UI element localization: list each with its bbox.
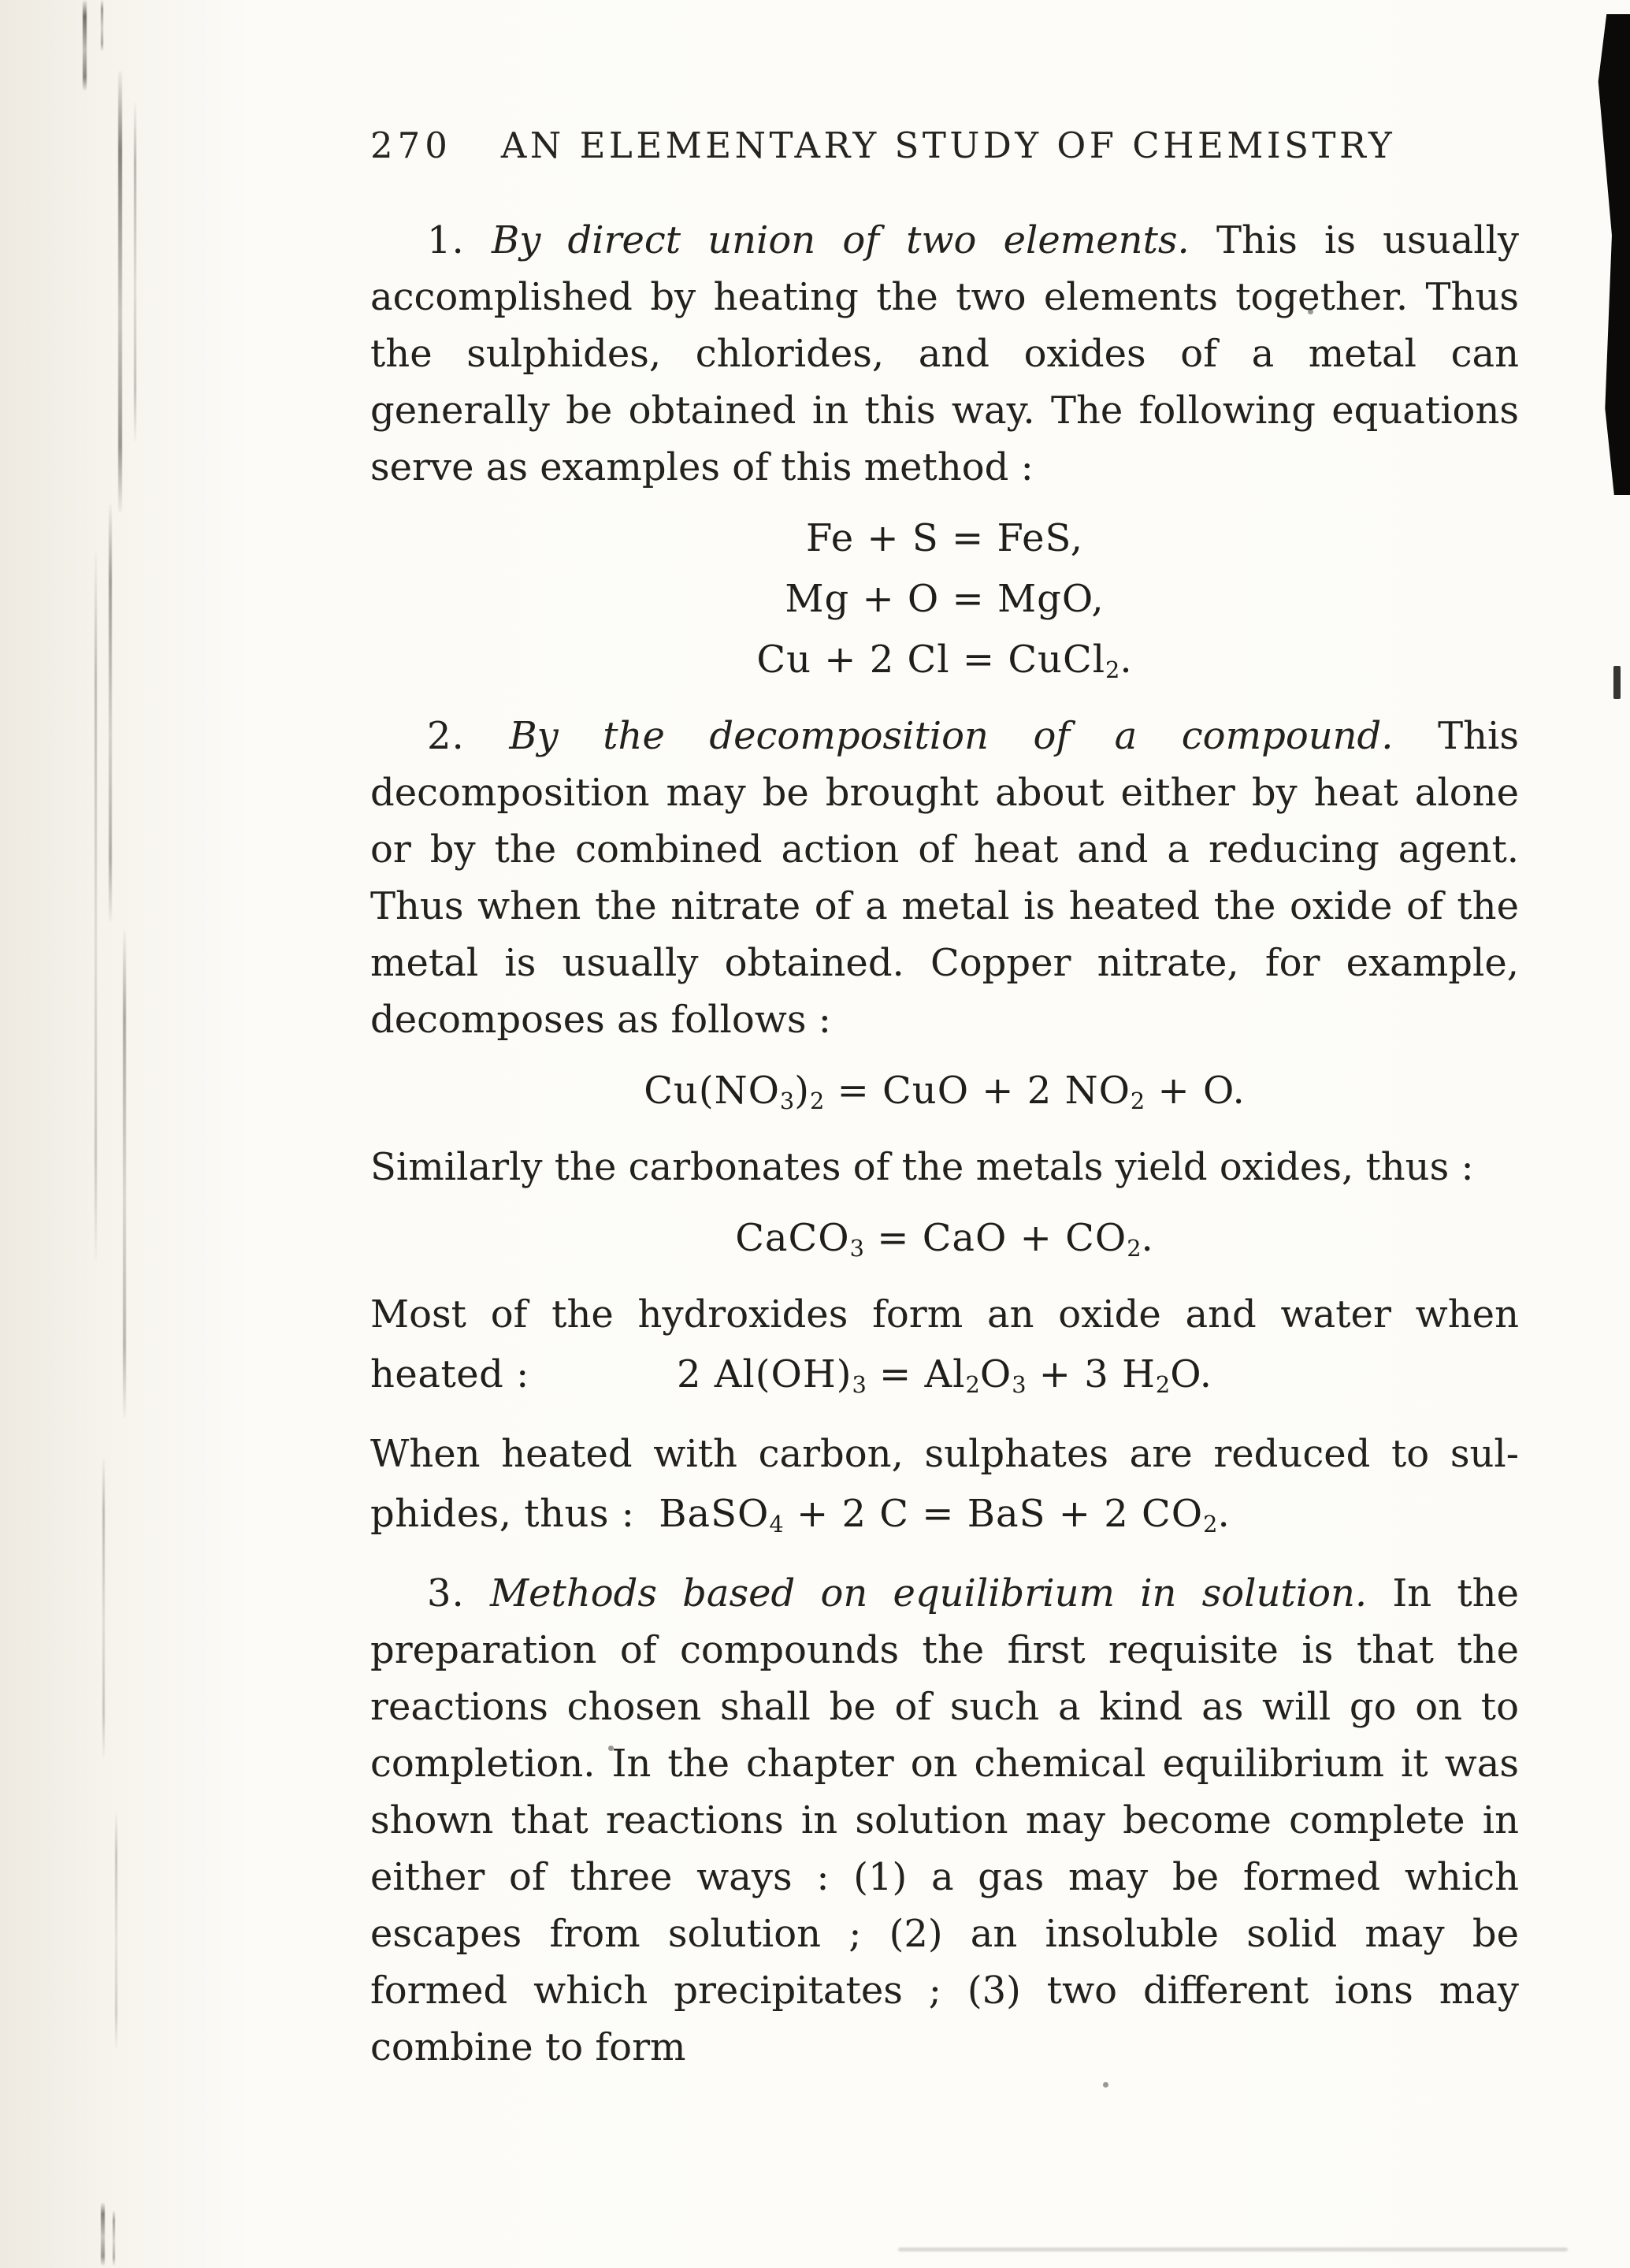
equation-copper-nitrate: $Cu(NO_3)_2$ = CuO + 2 $NO_2 + O$. <box>644 1069 1246 1114</box>
equation-group-1 <box>370 508 1519 690</box>
equation-baso4: BaSO$_4$ + 2 C = BaS + 2 $CO_2$. <box>659 1492 1231 1537</box>
paragraph-carbonates: Similarly the carbonates of the metals yield oxides, thus : <box>370 1145 1474 1189</box>
equation-fes: Fe + S = FeS, <box>806 516 1083 560</box>
binding-streak <box>113 2210 115 2266</box>
binding-streak <box>95 552 97 1261</box>
scan-ink-tick <box>1613 666 1621 699</box>
paragraph-text: In the preparation of compounds the first requisite is that the reactions chosen shall be of such a kind as will go on to completion. In the chapter on chemical equilibrium it was shown that reactions in solution may become complete in either of three ways : (1) a gas may be formed which escapes from solution ; (2) an insoluble solid may be formed which precipitates ; (3) two different ions may combine to form <box>370 1571 1519 2069</box>
paragraph-3 <box>370 1565 1519 2076</box>
binding-streak <box>83 0 87 91</box>
page-text-block <box>370 125 1519 2076</box>
section-number: 3. <box>427 1571 465 1615</box>
page-number: 270 <box>370 125 452 166</box>
binding-streak <box>102 1458 105 1757</box>
running-title: AN ELEMENTARY STUDY OF CHEMISTRY <box>500 125 1396 166</box>
paragraph-text: This is usually accomplished by heating the two elements together. Thus the sulphides, chlorides, and oxides of a metal can generally be obtained in this way. The following equations serve as examples of this method : <box>370 218 1520 489</box>
section-lead: Methods based on equilibrium in solution. <box>489 1571 1368 1615</box>
binding-streak <box>134 102 136 441</box>
line-label: heated : <box>370 1352 529 1396</box>
paragraph-hydroxides: Most of the hydroxides form an oxide and water when <box>370 1292 1519 1337</box>
binding-streak <box>115 1813 117 2049</box>
binding-streak <box>101 2203 105 2266</box>
section-lead: By the decomposition of a compound. <box>509 714 1394 758</box>
paragraph-sulphates: When heated with carbon, sulphates are reduced to sul- <box>370 1432 1519 1476</box>
section-lead: By direct union of two elements. <box>491 218 1190 262</box>
paragraph-text: This decomposition may be brought about either by heat alone or by the combined action of heat and a reducing agent. Thus when the nitrate of a metal is heated the oxide of the metal is usually obtained. Copper nitrate, for example, decomposes as follows : <box>370 714 1520 1042</box>
scan-smudge <box>898 2248 1568 2251</box>
binding-streak <box>118 71 122 512</box>
equation-row-hydroxide <box>370 1344 1519 1413</box>
scan-dot <box>1103 2082 1108 2088</box>
equation-mgo: Mg + O = MgO, <box>785 577 1105 621</box>
equation-row-sulphate <box>370 1484 1519 1552</box>
section-number: 2. <box>427 714 465 758</box>
binding-streak <box>123 930 126 1418</box>
paragraph-2 <box>370 708 1519 1048</box>
equation-group-2 <box>370 1061 1519 1121</box>
running-header <box>370 125 1519 166</box>
paragraph-1 <box>370 212 1519 496</box>
binding-streak <box>101 0 103 51</box>
equation-caco3: CaCO$_3$ = CaO + $CO_2$. <box>735 1216 1154 1262</box>
scan-ink-mark <box>1592 14 1630 495</box>
section-number: 1. <box>427 218 465 262</box>
line-label: phides, thus : <box>370 1492 635 1536</box>
equation-aloh3: 2 $Al(OH)_3 = Al_2O_3 + 3$ $H_2O$. <box>676 1352 1213 1398</box>
binding-streak <box>109 504 112 922</box>
equation-group-3 <box>370 1208 1519 1269</box>
equation-cucl2: Cu + 2 Cl = CuCl$_2$. <box>756 638 1133 683</box>
